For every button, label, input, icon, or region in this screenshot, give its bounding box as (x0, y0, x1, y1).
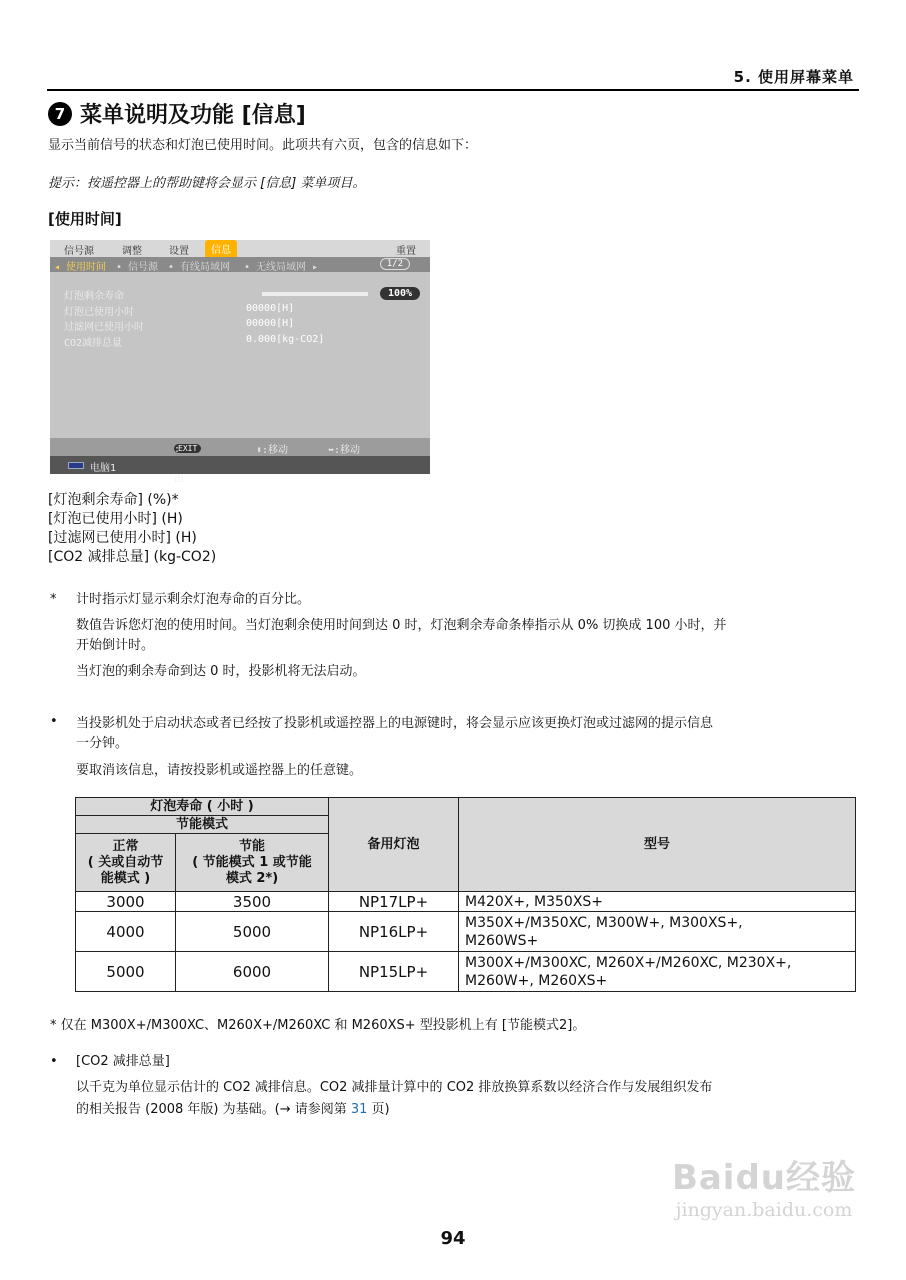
cell-eco-hours: 3500 (176, 892, 329, 912)
computer-input-icon (68, 462, 84, 469)
table-row (76, 912, 856, 952)
osd-subtab-usage-time[interactable]: ◂ 使用时间 (54, 262, 107, 273)
co2-title: [CO2 减排总量] (76, 1054, 170, 1069)
page-number: 94 (440, 1228, 466, 1249)
section-number-badge: 7 (48, 102, 72, 126)
model-line: M300X+/M300XC, M260X+/M260XC, M230X+, (465, 954, 792, 971)
model-line: M350X+/M350XC, M300W+, M300XS+, (465, 914, 743, 931)
note-replace-line1: 当投影机处于启动状态或者已经按了投影机或遥控器上的电源键时，将会显示应该更换灯泡或过滤网的提示信息 (76, 716, 714, 731)
watermark-url: jingyan.baidu.com (675, 1199, 853, 1221)
note-lamp-life-indicator: 计时指示灯显示剩余灯泡寿命的百分比。 (76, 592, 311, 607)
table-header-lamp-life: 灯泡寿命 ( 小时 ) (76, 798, 329, 816)
osd-row-filter-hours-label: 过滤网已使用小时 (64, 322, 144, 333)
hint-text: 提示：按遥控器上的帮助键将会显示 [信息] 菜单项目。 (48, 176, 366, 191)
header-eco-line: ( 节能模式 1 或节能 (192, 854, 312, 870)
note-lamp-usage-line2: 开始倒计时。 (76, 638, 155, 653)
chapter-heading: 5. 使用屏幕菜单 (733, 68, 854, 86)
section-title (48, 98, 306, 129)
model-line: M260WS+ (465, 932, 539, 949)
header-normal-line: 能模式 ) (100, 870, 151, 886)
osd-tab-source[interactable]: 信号源 (64, 246, 94, 257)
header-normal-line: 正常 (112, 838, 139, 854)
osd-footer-move-horizontal: ⬌:移动 (328, 445, 361, 456)
exit-key-icon: EXIT (174, 444, 201, 453)
osd-menu-screenshot (50, 240, 430, 485)
osd-footer-move-vertical: ⬍:移动 (256, 445, 289, 456)
cell-eco-hours: 6000 (176, 952, 329, 992)
info-item: [灯泡剩余寿命] (%)* (48, 492, 179, 508)
osd-row-filter-hours-value: 00000[H] (246, 318, 295, 329)
co2-desc-text: 的相关报告 (2008 年版) 为基础。(→ 请参阅第 (76, 1102, 351, 1117)
osd-row-lamp-life-label: 灯泡剩余寿命 (64, 291, 124, 302)
osd-lamp-life-bar-fill (262, 292, 368, 296)
osd-subtab-wireless-lan[interactable]: • 无线局域网 ▸ (244, 262, 319, 273)
table-header-model: 型号 (459, 798, 856, 892)
cell-normal-hours: 3000 (76, 892, 176, 912)
cell-model (459, 892, 856, 912)
osd-row-lamp-hours-label: 灯泡已使用小时 (64, 307, 134, 318)
asterisk-marker: * (50, 592, 57, 607)
info-item-list (48, 491, 216, 567)
osd-tab-adjust[interactable]: 调整 (122, 246, 142, 257)
osd-status-source: 电脑1 (90, 463, 117, 474)
cell-eco-hours: 5000 (176, 912, 329, 952)
info-item: [过滤网已使用小时] (H) (48, 530, 197, 546)
header-eco-line: 节能 (238, 838, 265, 854)
cell-model (459, 952, 856, 992)
table-header-eco (176, 834, 329, 892)
co2-desc-text-end: 页) (367, 1102, 390, 1117)
info-item: [CO2 减排总量] (kg-CO2) (48, 549, 217, 565)
table-header-replacement-lamp: 备用灯泡 (329, 798, 459, 892)
osd-tab-setup[interactable]: 设置 (169, 246, 189, 257)
osd-row-co2-label: CO2减排总量 (64, 338, 123, 349)
osd-lamp-life-bar (262, 292, 368, 296)
cell-lamp: NP17LP+ (329, 892, 459, 912)
cell-lamp: NP15LP+ (329, 952, 459, 992)
osd-subtab-bar (50, 257, 430, 272)
co2-desc-line2 (76, 1100, 390, 1120)
osd-subtab-source[interactable]: • 信号源 (116, 262, 159, 273)
bullet-marker: • (50, 1054, 58, 1069)
watermark-main: Baidu经验 (671, 1158, 856, 1198)
osd-status-bar (50, 456, 430, 474)
cell-normal-hours: 5000 (76, 952, 176, 992)
note-lamp-zero: 当灯泡的剩余寿命到达 0 时，投影机将无法启动。 (76, 664, 366, 679)
cell-model (459, 912, 856, 952)
header-rule (47, 89, 859, 91)
model-line: M420X+, M350XS+ (465, 893, 604, 910)
section-title-text: 菜单说明及功能 [信息] (80, 103, 306, 128)
eco-mode-footnote: * 仅在 M300X+/M300XC、M260X+/M260XC 和 M260XS+ 型投影机上有 [节能模式2]。 (50, 1018, 586, 1033)
header-eco-line: 模式 2*) (225, 870, 279, 886)
osd-tab-info[interactable]: 信息 (205, 240, 237, 257)
lamp-life-table (75, 797, 856, 992)
baidu-watermark (672, 1150, 856, 1221)
osd-lamp-life-percent: 100% (380, 287, 420, 300)
osd-tab-bar (50, 240, 430, 257)
note-cancel-message: 要取消该信息，请按投影机或遥控器上的任意键。 (76, 763, 363, 778)
note-lamp-usage-line1: 数值告诉您灯泡的使用时间。当灯泡剩余使用时间到达 0 时，灯泡剩余寿命条棒指示从 0% 切换成 100 小时，并 (76, 618, 727, 633)
table-row (76, 952, 856, 992)
info-item: [灯泡已使用小时] (H) (48, 511, 183, 527)
co2-desc-line1: 以千克为单位显示估计的 CO2 减排信息。CO2 减排量计算中的 CO2 排放换算系数以经济合作与发展组织发布 (76, 1080, 713, 1095)
osd-footer-exit-label: : 出 (174, 444, 184, 485)
cell-normal-hours: 4000 (76, 912, 176, 952)
osd-subtab-wired-lan[interactable]: • 有线局域网 (168, 262, 231, 273)
osd-reset-tab[interactable]: 重置 (396, 246, 416, 257)
note-replace-line2: 一分钟。 (76, 736, 129, 751)
subheading-usage-time: [使用时间] (48, 210, 122, 228)
header-normal-line: ( 关或自动节 (87, 854, 164, 870)
page-link-31[interactable]: 31 (350, 1102, 368, 1117)
osd-row-lamp-hours-value: 00000[H] (246, 303, 295, 314)
model-line: M260W+, M260XS+ (465, 972, 608, 989)
osd-page-indicator: 1/2 (380, 258, 410, 270)
table-header-eco-mode: 节能模式 (76, 816, 329, 834)
intro-text: 显示当前信号的状态和灯泡已使用时间。此项共有六页，包含的信息如下： (48, 138, 478, 153)
osd-row-co2-value: 0.000[kg-CO2] (246, 334, 325, 345)
table-row (76, 892, 856, 912)
cell-lamp: NP16LP+ (329, 912, 459, 952)
bullet-marker: • (50, 714, 58, 729)
table-header-normal (76, 834, 176, 892)
